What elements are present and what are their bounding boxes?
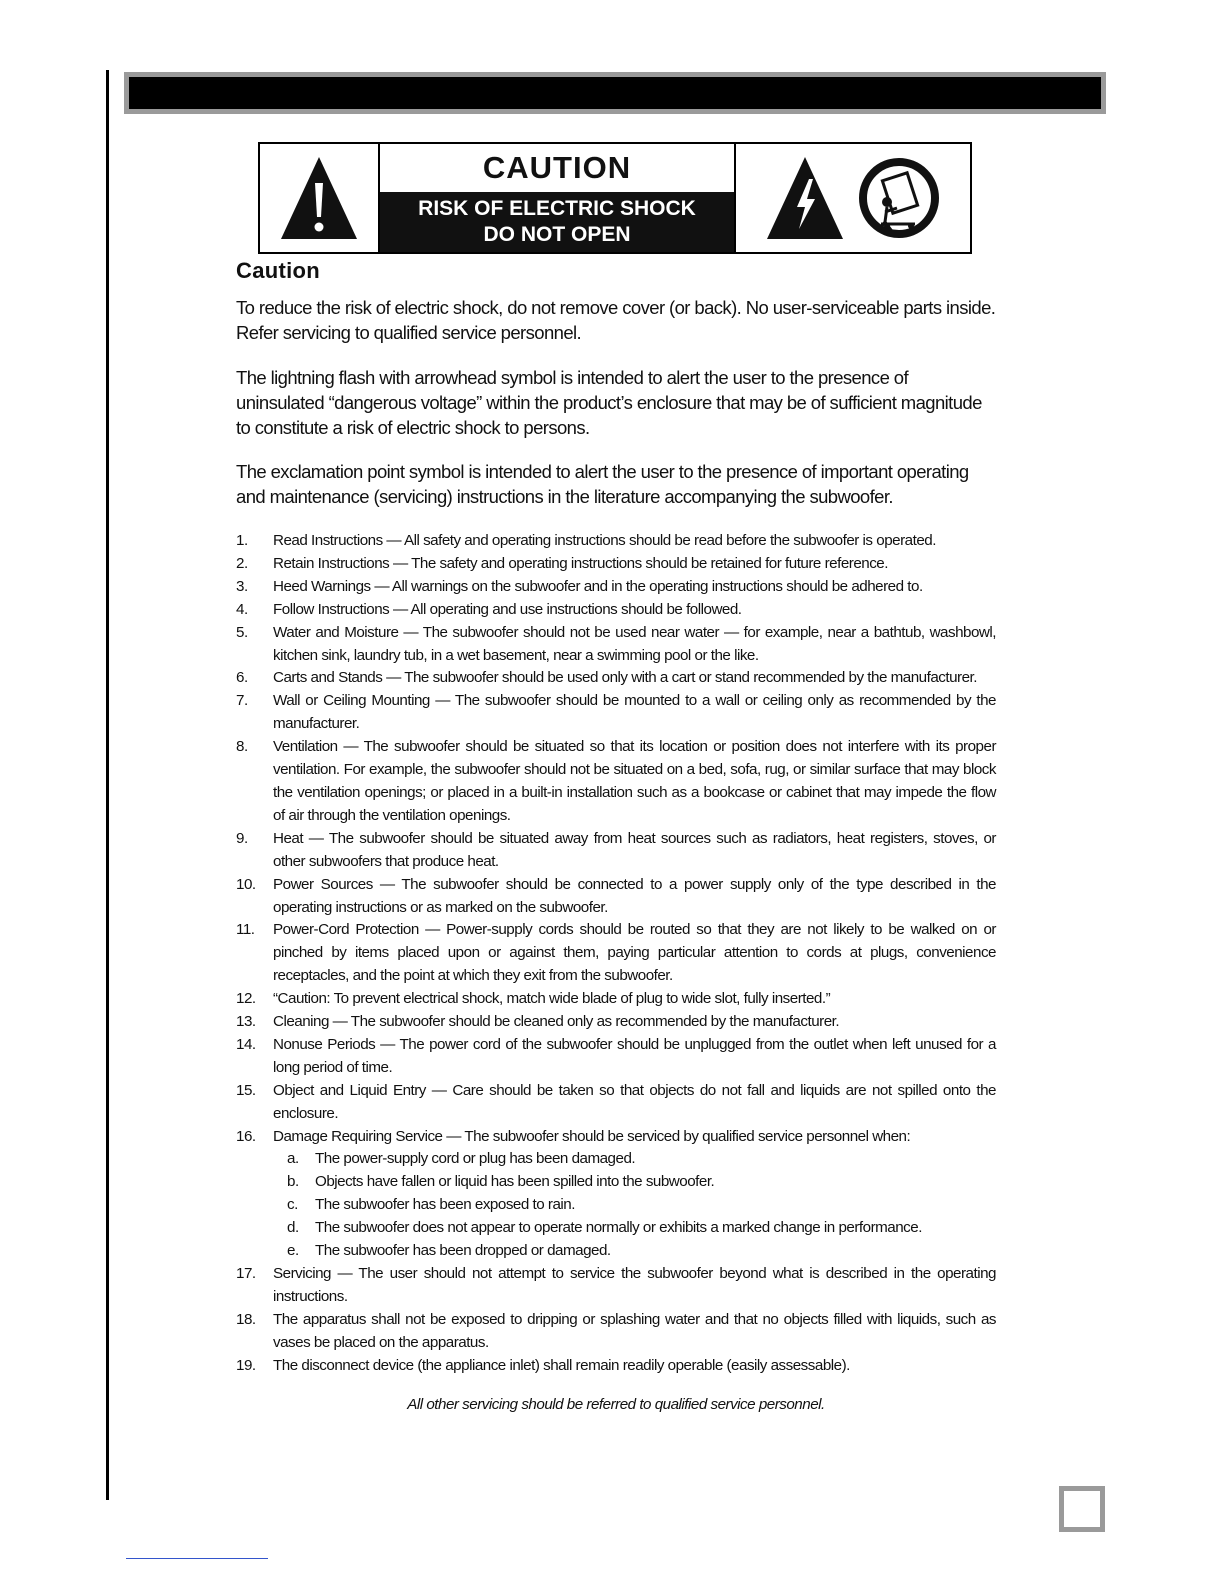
subitem-text: The subwoofer has been dropped or damaged. bbox=[315, 1242, 611, 1260]
list-item bbox=[236, 1011, 996, 1034]
subitem-letter: a. bbox=[287, 1150, 299, 1168]
item-number: 4. bbox=[236, 600, 248, 618]
footer-link-underline bbox=[126, 1558, 268, 1559]
exclamation-triangle-icon bbox=[279, 155, 359, 241]
subitem-text: The subwoofer has been exposed to rain. bbox=[315, 1196, 575, 1214]
damage-subitems bbox=[236, 1148, 996, 1263]
item-number: 6. bbox=[236, 669, 248, 687]
list-item bbox=[236, 576, 996, 599]
item-number: 9. bbox=[236, 829, 248, 847]
list-item bbox=[236, 1263, 996, 1309]
list-item bbox=[236, 919, 996, 988]
item-text: Nonuse Periods — The power cord of the subwoofer should be unplugged from the outlet when left unused for a long period of time. bbox=[273, 1035, 996, 1076]
caution-label-right bbox=[736, 144, 970, 252]
intro-paragraph-3: The exclamation point symbol is intended to alert the user to the presence of important operating and maintenance (servicing) instructions in the literature accompanying the subwoofer. bbox=[236, 461, 969, 507]
subitem-text: The subwoofer does not appear to operate normally or exhibits a marked change in performance. bbox=[315, 1219, 922, 1237]
list-item bbox=[236, 553, 996, 576]
caution-title: CAUTION bbox=[482, 150, 632, 185]
no-cart-tipover-icon bbox=[857, 156, 941, 240]
list-item bbox=[236, 736, 996, 828]
safety-instructions-list bbox=[236, 530, 996, 1378]
list-item bbox=[287, 1194, 922, 1217]
list-item bbox=[236, 988, 996, 1011]
subitem-letter: c. bbox=[287, 1196, 298, 1214]
caution-heading: Caution bbox=[236, 258, 320, 283]
item-number: 5. bbox=[236, 623, 248, 641]
item-number: 10. bbox=[236, 875, 256, 893]
item-number: 13. bbox=[236, 1013, 256, 1031]
list-item bbox=[236, 1080, 996, 1126]
item-text: Heed Warnings — All warnings on the subwoofer and in the operating instructions should be adhered to. bbox=[273, 577, 923, 595]
subitem-letter: e. bbox=[287, 1242, 299, 1260]
list-item bbox=[236, 622, 996, 668]
item-text: Carts and Stands — The subwoofer should be used only with a cart or stand recommended by the manufacturer. bbox=[273, 669, 977, 687]
item-text: Read Instructions — All safety and operating instructions should be read before the subwoofer is operated. bbox=[273, 532, 936, 549]
item-text: Object and Liquid Entry — Care should be taken so that objects do not fall and liquids are not spilled onto the enclosure. bbox=[273, 1081, 996, 1122]
item-number: 16. bbox=[236, 1127, 256, 1145]
caution-band bbox=[380, 192, 734, 252]
list-item bbox=[287, 1148, 922, 1171]
item-number: 2. bbox=[236, 554, 248, 572]
list-item bbox=[236, 1355, 996, 1378]
list-item bbox=[287, 1240, 922, 1263]
item-number: 15. bbox=[236, 1081, 256, 1099]
item-text: The disconnect device (the appliance inlet) shall remain readily operable (easily assessable). bbox=[273, 1356, 850, 1374]
list-item bbox=[236, 530, 996, 553]
lightning-triangle-icon bbox=[765, 155, 845, 241]
list-item bbox=[236, 667, 996, 690]
caution-label-box bbox=[258, 142, 972, 254]
item-number: 12. bbox=[236, 990, 256, 1008]
item-number: 18. bbox=[236, 1310, 256, 1328]
damage-subitem-list bbox=[273, 1148, 922, 1263]
list-item bbox=[236, 1126, 996, 1149]
item-number: 1. bbox=[236, 532, 248, 549]
caution-line-2: DO NOT OPEN bbox=[483, 223, 631, 246]
caution-line-1: RISK OF ELECTRIC SHOCK bbox=[418, 197, 696, 220]
list-item bbox=[287, 1217, 922, 1240]
subitem-letter: b. bbox=[287, 1173, 299, 1191]
caution-label-left bbox=[260, 144, 380, 252]
item-text: Retain Instructions — The safety and operating instructions should be retained for future reference. bbox=[273, 554, 888, 572]
item-text: Water and Moisture — The subwoofer should not be used near water — for example, near a bathtub, washbowl, kitchen sink, laundry tub, in a wet basement, near a swimming pool or the like. bbox=[273, 623, 996, 664]
item-number: 8. bbox=[236, 738, 248, 756]
list-item bbox=[236, 599, 996, 622]
list-item bbox=[236, 1309, 996, 1355]
subitem-text: The power-supply cord or plug has been damaged. bbox=[315, 1150, 636, 1168]
item-number: 14. bbox=[236, 1035, 256, 1053]
caution-label-text bbox=[380, 144, 736, 252]
item-number: 7. bbox=[236, 692, 248, 710]
header-bar bbox=[124, 72, 1106, 114]
item-number: 17. bbox=[236, 1265, 256, 1282]
list-item bbox=[236, 828, 996, 874]
item-text: Wall or Ceiling Mounting — The subwoofer should be mounted to a wall or ceiling only as recommended by the manufacturer. bbox=[273, 692, 996, 733]
item-number: 19. bbox=[236, 1356, 256, 1374]
item-text: Heat — The subwoofer should be situated away from heat sources such as radiators, heat registers, stoves, or other subwoofers that produce heat. bbox=[273, 829, 996, 870]
item-text: Servicing — The user should not attempt to service the subwoofer beyond what is described in the operating instructions. bbox=[273, 1265, 996, 1305]
left-margin-rule bbox=[106, 70, 109, 1500]
list-item bbox=[236, 1034, 996, 1080]
item-text: Ventilation — The subwoofer should be situated so that its location or position does not interfere with its proper ventilation. For example, the subwoofer should not be situated on a bed, sofa, rug, or similar surface that may block the ventilation openings; or placed in a built-in installation such as a bookcase or cabinet that may impede the flow of air through the ventilation openings. bbox=[273, 738, 996, 824]
item-text: “Caution: To prevent electrical shock, match wide blade of plug to wide slot, fully inserted.” bbox=[273, 990, 831, 1008]
item-text: Power Sources — The subwoofer should be connected to a power supply only of the type described in the operating instructions or as marked on the subwoofer. bbox=[273, 875, 996, 916]
item-text: Cleaning — The subwoofer should be cleaned only as recommended by the manufacturer. bbox=[273, 1013, 840, 1031]
intro-paragraph-2: The lightning flash with arrowhead symbol is intended to alert the user to the presence of uninsulated “dangerous voltage” within the product’s enclosure that may be of sufficient magnitude to constitute a risk of electric shock to persons. bbox=[236, 367, 982, 438]
list-item bbox=[236, 874, 996, 920]
item-text: Damage Requiring Service — The subwoofer should be serviced by qualified service personnel when: bbox=[273, 1127, 911, 1145]
item-text: Power-Cord Protection — Power-supply cords should be routed so that they are not likely to be walked on or pinched by items placed upon or against them, paying particular attention to cords at plugs, convenience receptacles, and the point at which they exit from the subwoofer. bbox=[273, 921, 996, 985]
subitem-letter: d. bbox=[287, 1219, 299, 1237]
intro-paragraph-1: To reduce the risk of electric shock, do not remove cover (or back). No user-serviceable parts inside. Refer servicing to qualified service personnel. bbox=[236, 297, 996, 343]
item-text: The apparatus shall not be exposed to dripping or splashing water and that no objects filled with liquids, such as vases be placed on the apparatus. bbox=[273, 1310, 996, 1351]
item-text: Follow Instructions — All operating and use instructions should be followed. bbox=[273, 600, 742, 618]
subitem-text: Objects have fallen or liquid has been spilled into the subwoofer. bbox=[315, 1173, 715, 1191]
list-item bbox=[236, 690, 996, 736]
closing-note: All other servicing should be referred to qualified service personnel. bbox=[407, 1396, 825, 1413]
item-number: 11. bbox=[236, 921, 255, 939]
list-item bbox=[287, 1171, 922, 1194]
page-number-box bbox=[1059, 1486, 1105, 1532]
item-number: 3. bbox=[236, 577, 248, 595]
